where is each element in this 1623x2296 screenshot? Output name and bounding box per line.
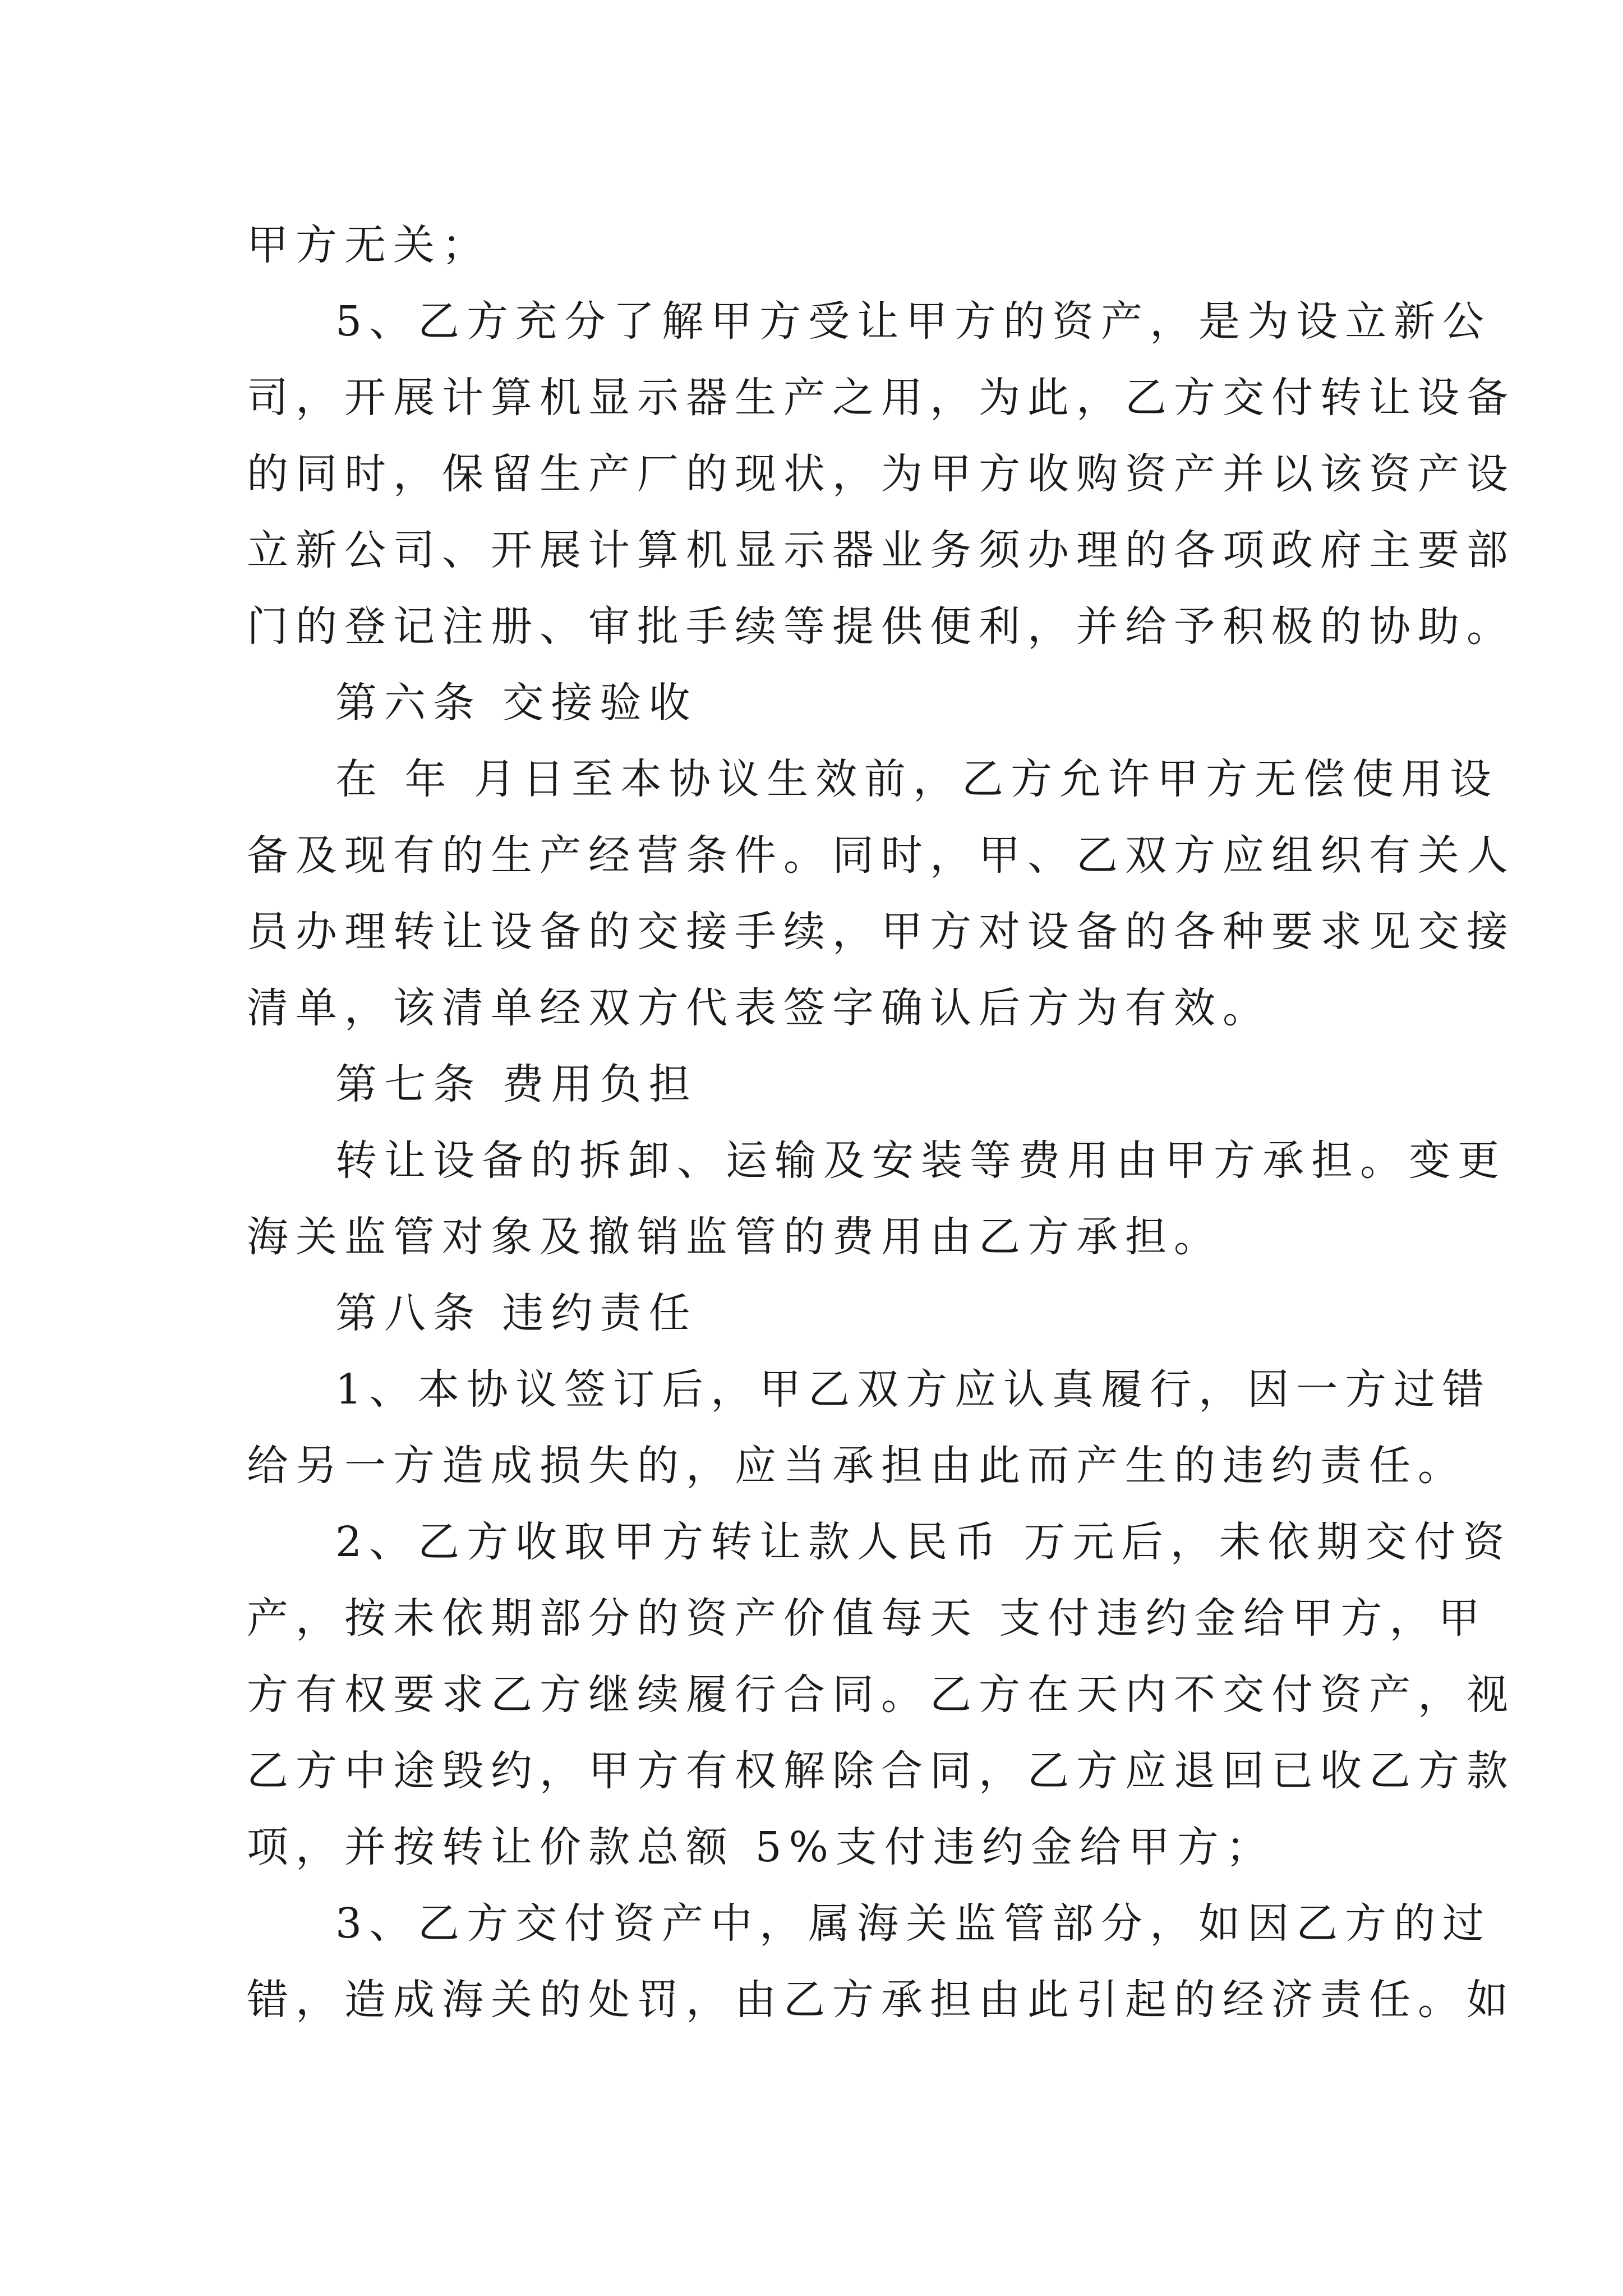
text-line: 1、本协议签订后，甲乙双方应认真履行，因一方过错 (335, 1365, 1492, 1414)
text-line: 员办理转让设备的交接手续，甲方对设备的各种要求见交接 (247, 908, 1515, 956)
text-line: 清单，该清单经双方代表签字确认后方为有效。 (247, 984, 1271, 1032)
text-line: 3、乙方交付资产中，属海关监管部分，如因乙方的过 (335, 1899, 1492, 1948)
section-heading: 第七条 费用负担 (335, 1060, 698, 1108)
text-line: 乙方中途毁约，甲方有权解除合同，乙方应退回已收乙方款 (247, 1747, 1515, 1795)
section-heading: 第六条 交接验收 (335, 679, 698, 727)
text-line: 在 年 月日至本协议生效前，乙方允许甲方无偿使用设 (335, 755, 1499, 803)
text-line: 甲方无关； (247, 221, 491, 269)
text-line: 司，开展计算机显示器生产之用，为此，乙方交付转让设备 (247, 374, 1515, 422)
text-line: 备及现有的生产经营条件。同时，甲、乙双方应组织有关人 (247, 831, 1515, 880)
text-line: 立新公司、开展计算机显示器业务须办理的各项政府主要部 (247, 526, 1515, 574)
text-line: 转让设备的拆卸、运输及安装等费用由甲方承担。变更 (335, 1137, 1506, 1185)
text-line: 5、乙方充分了解甲方受让甲方的资产，是为设立新公 (335, 297, 1492, 346)
text-line: 的同时，保留生产厂的现状，为甲方收购资产并以该资产设 (247, 450, 1515, 498)
text-line: 方有权要求乙方继续履行合同。乙方在天内不交付资产，视 (247, 1671, 1515, 1719)
text-line: 产，按未依期部分的资产价值每天 支付违约金给甲方，甲 (247, 1594, 1487, 1642)
text-line: 海关监管对象及撤销监管的费用由乙方承担。 (247, 1213, 1223, 1261)
section-heading: 第八条 违约责任 (335, 1289, 698, 1337)
text-line: 项，并按转让价款总额 5%支付违约金给甲方； (247, 1823, 1275, 1871)
text-line: 2、乙方收取甲方转让款人民币 万元后，未依期交付资 (335, 1518, 1512, 1566)
text-line: 给另一方造成损失的，应当承担由此而产生的违约责任。 (247, 1442, 1467, 1490)
text-line: 门的登记注册、审批手续等提供便利，并给予积极的协助。 (247, 602, 1515, 651)
text-line: 错，造成海关的处罚，由乙方承担由此引起的经济责任。如 (247, 1976, 1515, 2024)
